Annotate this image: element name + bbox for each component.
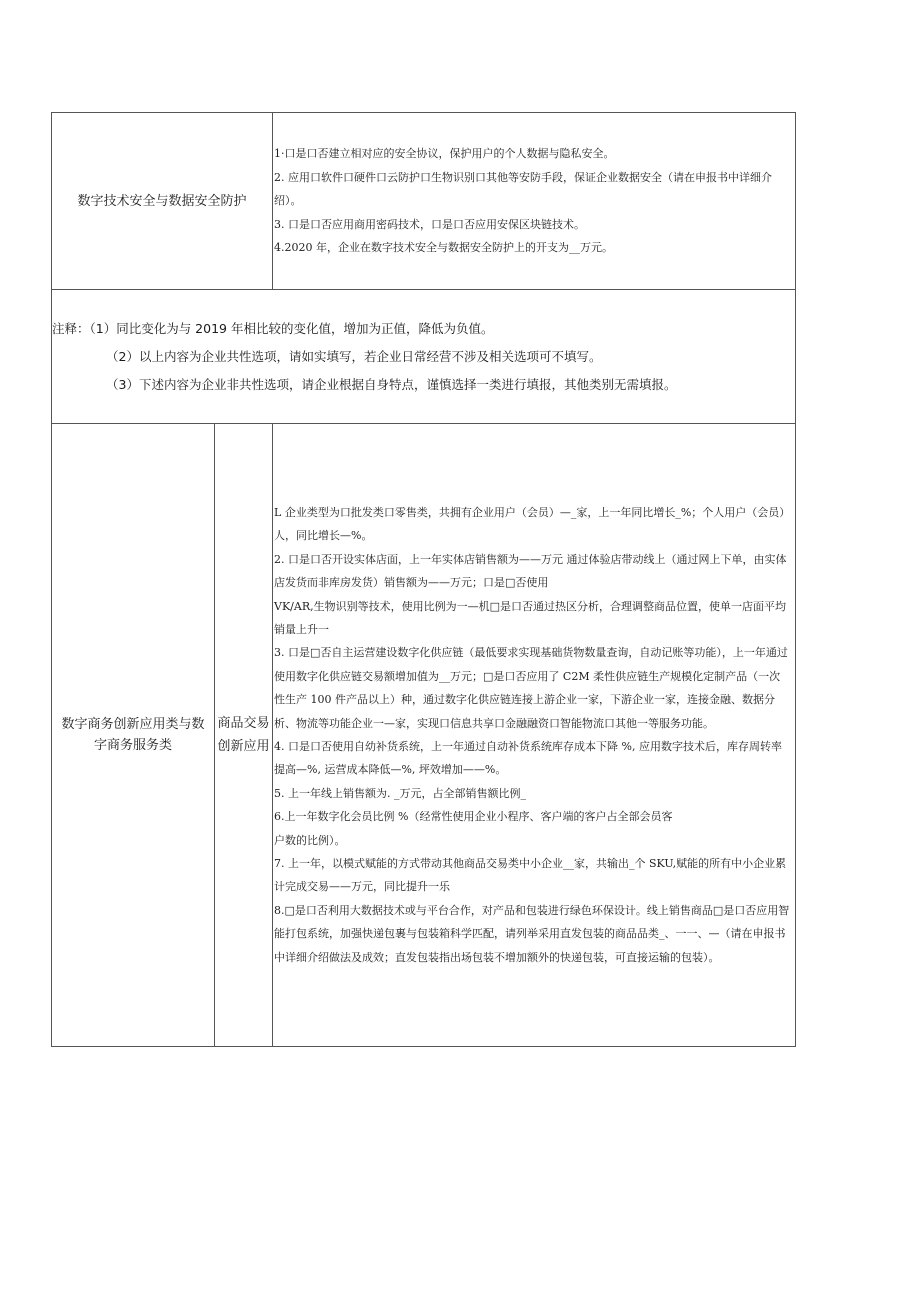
commerce-category xyxy=(52,424,215,1047)
security-item-2: 2. 应用口软件口硬件口云防护口生物识别口其他等安防手段，保证企业数据安全（请在申报书中详细介绍）。 xyxy=(274,170,773,208)
commerce-item-2-cont: VK/AR,生物识别等技术，使用比例为一—机□是口否通过热区分析，合理调整商品位置，使单一店面平均销量上升一 xyxy=(274,599,786,636)
security-item-3: 3. 口是口否应用商用密码技术，口是口否应用安保区块链技术。 xyxy=(274,217,586,231)
application-form-table xyxy=(51,112,796,1047)
security-item-4: 4.2020 年，企业在数字技术安全与数据安全防护上的开支为__万元。 xyxy=(274,241,613,255)
notes-cell xyxy=(52,290,796,424)
commerce-item-1: L 企业类型为口批发类口零售类，共拥有企业用户（会员）—_家，上一年同比增长_%；个人用户（会员） 人，同比增长—%。 xyxy=(274,505,791,543)
commerce-item-4: 4. 口是口否使用自幼补货系统，上一年通过自动补货系统库存成本下降 %, 应用数字技术后，库存周转率提高—%, 运营成本降低—%, 坪效增加——%。 xyxy=(274,740,782,777)
notes-row xyxy=(52,290,796,424)
commerce-item-8: 8.□是口否利用大数据技术或与平台合作，对产品和包装进行绿色环保设计。线上销售商品□是口否应用智能打包系统，加强快递包裹与包装箱科学匹配，请列举采用直发包装的商品品类_、一一、—（请在申报书中详细介绍做法及成效；直发包装指出场包装不增加额外的快递包装，可直接运输的包装）。 xyxy=(274,903,790,964)
commerce-item-7: 7. 上一年，以模式赋能的方式带动其他商品交易类中小企业__家，共输出_个 SKU,赋能的所有中小企业累计完成交易——万元，同比提升一乐 xyxy=(274,857,787,894)
commerce-category-label: 数字商务创新应用类与数字商务服务类 xyxy=(61,717,205,753)
commerce-subcategory-label: 商品交易创新应用 xyxy=(217,716,270,754)
commerce-item-6: 6.上一年数字化会员比例 %（经常性使用企业小程序、客户端的客户占全部会员客 xyxy=(274,810,673,824)
security-category-label: 数字技术安全与数据安全防护 xyxy=(77,193,247,209)
commerce-subcategory xyxy=(215,424,273,1047)
note-line-1: 注释：（1）同比变化为与 2019 年相比较的变化值，增加为正值，降低为负值。 xyxy=(52,320,494,336)
commerce-content xyxy=(273,424,796,1047)
commerce-item-5: 5. 上一年线上销售额为. _万元，占全部销售额比例_ xyxy=(274,786,526,800)
security-category xyxy=(52,113,273,290)
note-line-2: （2）以上内容为企业共性选项，请如实填写，若企业日常经营不涉及相关选项可不填写。 xyxy=(106,348,602,364)
commerce-row xyxy=(52,424,796,1047)
security-item-1: 1·口是口否建立相对应的安全协议，保护用户的个人数据与隐私安全。 xyxy=(274,147,615,161)
note-line-3: （3）下述内容为企业非共性选项，请企业根据自身特点，谨慎选择一类进行填报，其他类别无需填报。 xyxy=(106,376,677,392)
security-content xyxy=(273,113,796,290)
commerce-item-2: 2. 口是口否开设实体店面，上一年实体店销售额为——万元 通过体验店带动线上（通过网上下单，由实体店发货而非库房发货）销售额为——万元；口是□否使用 xyxy=(274,552,787,590)
security-row xyxy=(52,113,796,290)
commerce-item-3: 3. 口是□否自主运营建设数字化供应链（最低要求实现基础货物数量查询，自动记账等功能），上一年通过使用数字化供应链交易额增加值为__万元；□是口否应用了 C2M 柔性供应链生产规模化定制产品（一次性生产 100 件产品以上）种，通过数字化供应链连接上游企业一家，下游企业一家，连接金融、数据分析、物流等功能企业一—家，实现口信息共享口金融融资口智能物流口其他一等服务功能。 xyxy=(274,646,788,730)
commerce-item-6-cont: 户数的比例）。 xyxy=(274,833,346,847)
